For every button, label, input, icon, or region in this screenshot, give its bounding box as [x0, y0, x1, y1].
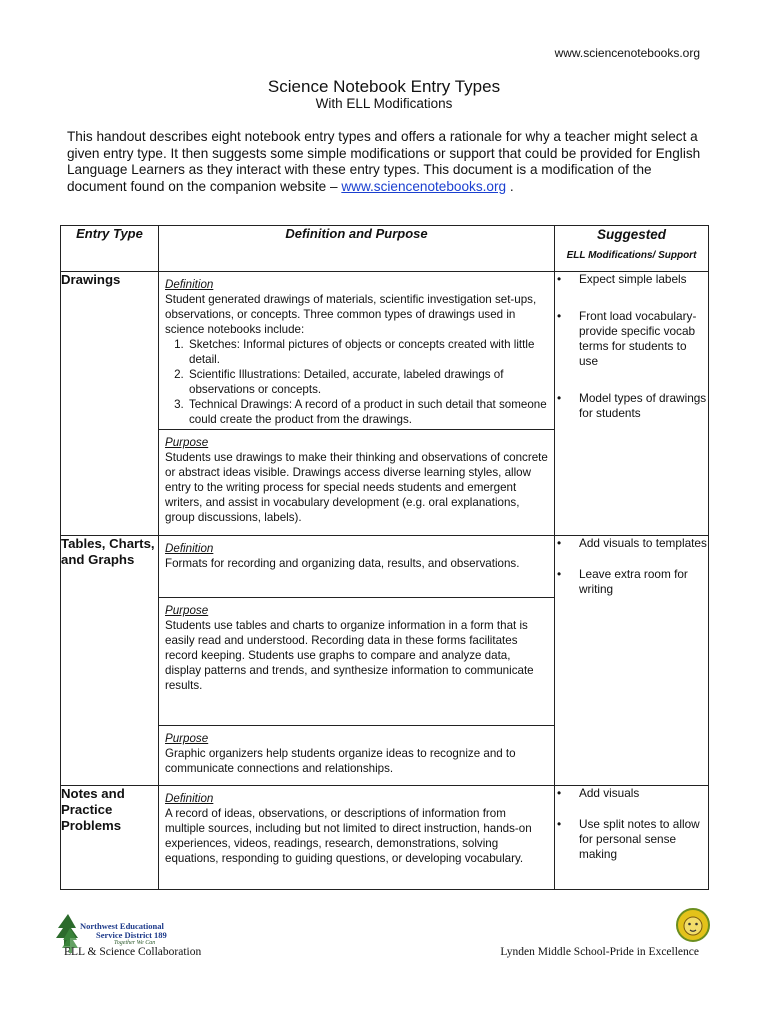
- purpose-section: [159, 429, 554, 535]
- header-suggested-title: Suggested: [596, 227, 666, 242]
- header-entry-type: Entry Type: [61, 226, 159, 272]
- ell-list: [555, 272, 708, 421]
- list-item: • Add visuals to templates: [557, 536, 707, 550]
- school-name: Lynden Middle School-Pride in Excellence: [500, 946, 699, 958]
- purpose-section: [159, 725, 554, 785]
- definition-purpose-cell: [159, 536, 555, 786]
- ell-support-cell: [555, 536, 709, 786]
- org-name-line2: Service District 189: [96, 930, 167, 940]
- entry-type-cell: Drawings: [61, 272, 159, 536]
- ell-support-cell: [555, 786, 709, 890]
- table-row: [61, 272, 709, 536]
- definition-section: [159, 272, 554, 429]
- definition-section: [159, 786, 554, 889]
- intro-paragraph: [67, 129, 707, 195]
- section-label: Purpose: [165, 604, 209, 617]
- ell-list: [555, 536, 708, 597]
- site-url: www.sciencenotebooks.org: [554, 46, 700, 60]
- section-label: Definition: [165, 542, 214, 555]
- section-text: Student generated drawings of materials, scientific investigation set-ups, observations, or concepts. Three common types of drawings used in science notebooks include:: [165, 293, 537, 336]
- list-item: • Add visuals: [557, 786, 640, 800]
- table-row: [61, 536, 709, 786]
- intro-text: This handout describes eight notebook entry types and offers a rationale for why a teacher might select a given entry type. It then suggests some simple modifications or support that could be provided for English Language Learners as they interact with these entry types. This document is a modification of the document found on the companion website –: [67, 129, 701, 194]
- list-item: • Use split notes to allow for personal sense making: [557, 817, 700, 861]
- definition-purpose-cell: [159, 786, 555, 890]
- section-text: A record of ideas, observations, or descriptions of information from multiple sources, including but not limited to direct instruction, hands-on experiences, videos, readings, research, demonstrations, solving equations, responding to guiding questions, or developing vocabulary.: [165, 807, 532, 865]
- section-label: Purpose: [165, 436, 209, 449]
- list-item: • Expect simple labels: [557, 272, 687, 286]
- header-suggested-sub: ELL Modifications/ Support: [566, 250, 697, 261]
- org-name-line1: Northwest Educational: [80, 921, 164, 931]
- table-header-row: [61, 226, 709, 272]
- list-item: • Leave extra room for writing: [557, 567, 688, 596]
- lion-mascot-icon: [676, 908, 710, 942]
- ell-list: [555, 786, 708, 862]
- list-item: • Front load vocabulary- provide specific vocab terms for students to use: [557, 309, 697, 368]
- ell-support-cell: [555, 272, 709, 536]
- list-item: 3. Technical Drawings: A record of a product in such detail that someone could create the product from the drawings.: [187, 397, 548, 427]
- header-definition-purpose: Definition and Purpose: [159, 226, 555, 272]
- drawing-types-list: [165, 337, 548, 427]
- list-item: • Model types of drawings for students: [557, 391, 707, 420]
- header-suggested: [555, 226, 709, 272]
- list-item: 2. Scientific Illustrations: Detailed, accurate, labeled drawings of observations or concepts.: [187, 367, 548, 397]
- companion-website-link[interactable]: www.sciencenotebooks.org: [341, 178, 507, 194]
- definition-section: [159, 536, 554, 597]
- section-label: Definition: [165, 278, 214, 291]
- section-text: Students use drawings to make their thinking and observations of concrete or abstract ideas visible. Drawings access diverse learning styles, allow entry to the writing process for special needs students and emergent writers, and assist in vocabulary development (e.g. oral explanations, group discussions, labels).: [165, 451, 548, 524]
- section-label: Purpose: [165, 732, 209, 745]
- purpose-section: [159, 597, 554, 725]
- table-row: [61, 786, 709, 890]
- page-subtitle: With ELL Modifications: [315, 96, 453, 111]
- entry-type-cell: Notes and Practice Problems: [61, 786, 159, 890]
- definition-purpose-cell: [159, 272, 555, 536]
- section-text: Graphic organizers help students organize ideas to recognize and to communicate connections and relationships.: [165, 747, 516, 775]
- section-text: Students use tables and charts to organize information in a form that is easily read and understood. Recording data in these forms facilitates record keeping. Students use graphs to compare and analyze data, display patterns and trends, and synthesize information to communicate results.: [165, 619, 534, 692]
- page-title: Science Notebook Entry Types: [267, 77, 501, 96]
- entry-type-cell: Tables, Charts, and Graphs: [61, 536, 159, 786]
- section-text: Formats for recording and organizing data, results, and observations.: [165, 557, 520, 570]
- org-tagline: Together We Can: [114, 940, 156, 946]
- section-label: Definition: [165, 792, 214, 805]
- list-item: 1. Sketches: Informal pictures of objects or concepts created with little detail.: [187, 337, 548, 367]
- intro-end: .: [506, 178, 514, 194]
- entry-types-table: [60, 225, 709, 890]
- collaboration-label: ELL & Science Collaboration: [64, 946, 202, 958]
